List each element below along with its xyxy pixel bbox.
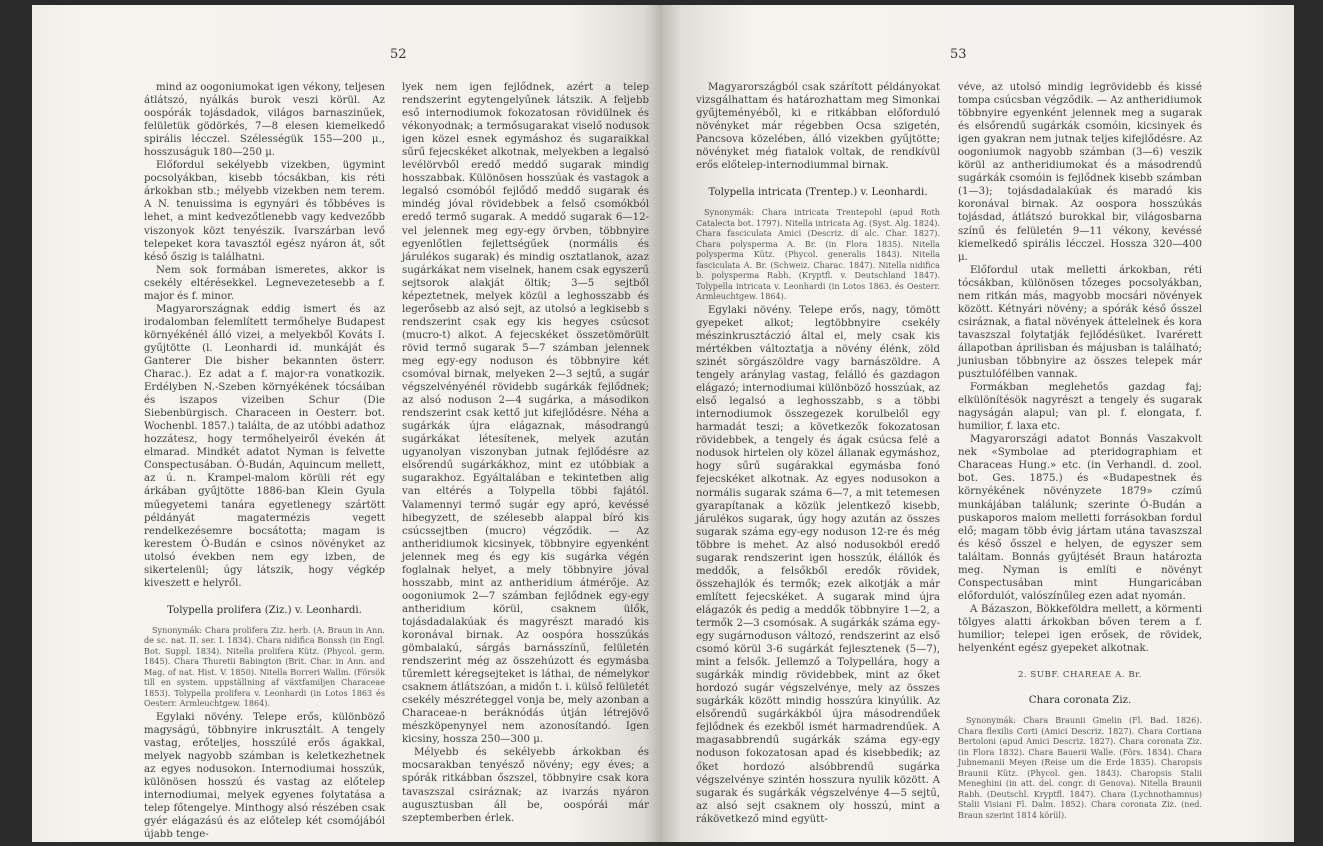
paragraph: Formákban meglehetős gazdag faj; elkülönítésök nagyrészt a tengely és sugarak nagyságán alapul; van pl. f. elongata, f. humilior, f. laxa etc. xyxy=(958,382,1202,433)
page-number: 53 xyxy=(950,47,967,62)
paragraph: Előfordul sekélyebb vizekben, ügymint pocsolyákban, kisebb tócsákban, kis réti árkokban stb.; mélyebb vizekben nem terem. A N. tenuissima is egynyári és tőbbéves is lehet, a mint kedvezőtlenebb vagy kedvezőbb viszonyok közt tenyészik. Ivarszárban levő telepeket kora tavasztól egész nyáron át, sőt késő őszig is találhatni. xyxy=(144,160,385,263)
page-number: 52 xyxy=(390,47,407,62)
left-column-1 xyxy=(144,81,385,841)
paragraph: Nem sok formában ismeretes, akkor is csekély eltérésekkel. Legnevezetesebb a f. major és f. minor. xyxy=(144,264,385,302)
col1-paragraphs xyxy=(144,81,385,590)
paragraph: Előfordul utak melletti árkokban, réti tócsákban, különösen tőzeges pocsolyákban, nem ritkán más, magyobb mocsári növények között. Kétnyári növény; a spórák késő ősszel csiráznak, a fiatal növények áttelelnek és kora tavaszszal folytatják fejlődésüket. Ivarérett állapotban áprilisban és májusban is található; juniusban többnyire az összes telepek már pusztulófélben vannak. xyxy=(958,264,1202,381)
col1-top-paragraphs xyxy=(696,81,940,172)
left-page xyxy=(32,5,662,842)
col2-paragraphs xyxy=(958,81,1202,655)
paragraph: Magyarországnak eddig ismert és az irodalomban felemlített termőhelye Budapest környékénél álló vizei, a melyekből Kováts I. gyűjtötte (l. Leonhardi id. munkáját és Ganterer Die bisher bekannten österr. Charac.). Ez adat a f. major-ra vonatkozik. Erdélyben N.-Szeben környékének tócsáiban és iszapos vizeiben Schur (Die Siebenbürgisch. Characeen in Oesterr. bot. Wochenbl. 1857.) találta, de az utóbbi adathoz hozzátesz, hogy termőhelyeiről évekén át elmarad. Mindkét adatot Nyman is felvette Conspectusában. Ó-Budán, Aquincum mellett, az ú. n. Krampel-malom körüli rét egy árkában gyűjtötte 1886-ban Klein Gyula műegyetemi tanára egyetlenegy szártött példányát magatermézis vegett rendelkezésemre bocsátotta; magam is kerestem Ó-Budán e csinos növényket az utolsó években nem egy izben, de sikertelenül; úgy látszik, hogy végkép kiveszett e helyről. xyxy=(144,303,385,589)
paragraph: mind az oogoniumokat igen vékony, teljesen átlátszó, nyálkás burok veszi körül. Az oospórák tojásdadok, világos barnaszinűek, felületük gödörkés, 7—8 elesen kiemelkedő spirális lécczel. Szélességük 155—200 μ., hosszuságuk 180—250 μ. xyxy=(144,82,385,159)
paragraph: Magyarországi adatot Bonnás Vaszakvolt nek «Symbolae ad pteridographiam et Characeas Hung.» etc. (in Verhandl. d. zool. bot. Ges. 1875.) és «Budapestnek és környékének növényzete 1879» czímű munkájában találunk; szerinte Ó-Budán a puskaporos malom melletti forrásokban fordul elő; magam több évig jártam utána tavaszszal és késő ősszel e helyen, de egyszer sem találtam. Bonnás gyűjtését Braun határozta meg. Nyman is említi e növényt Conspectusában mint Hungaricában előfordulót, valószínűleg ezen adat nyomán. xyxy=(958,434,1202,602)
paragraph: Egylaki növény. Telepe erős, nagy, tömött gyepeket alkot; legtöbbnyire csekély mészinkrusztáczió által el, mely csak kis mértékben változtatja a növény élénk, zöld szinét sörgászöldre vagy barnászöldre. A tengely aránylag vastag, felálló és gazdagon elágazó; internodiumai különböző hosszúak, az első legalsó a leghosszabb, s a többi internodiumok összegezek korulbelől egy harmadát teszi; a következők fokozatosan rövidebbek, a tengely és ágak csúcsa felé a nodusok hirtelen oly közel állanak egymáshoz, hogy sűrű sugárakkal egymásba fonó fejecskéket alkotnak. Az egyes nodusokon a normális sugarak száma 6—7, a mit tetemesen gyarapítanak a közük jelentkező kisebb, járulékos sugarak, úgy hogy azután az összes sugarak száma egy-egy noduson 12-re és még többre is mehet. Az alsó nodusokból eredő sugarak rendszerint igen hosszúk, élállók és meddők, a felsőkből eredők rövidek, összehajlók és termők; ezek alkotják a már említett fejecskéket. A sugarak mind újra elágazók és pedig a meddők többnyire 1—2, a termők 2—3 csomósak. A sugárkák száma egy-egy sugárnoduson változó, rendszerint az első csomó körül 3-6 sugárkát fejlesztenek (5—7), mint a felsők. Jellemző a Tolypellára, hogy a sugárkák mindig rövidebbek, mint az őket hordozó sugár végszelvénye, mely az összes sugárkák között mindig hosszúra kinyúlik. Az elsőrendű sugárkákból újra másodrendűek fejlődnek és ezekből ismét harmadrendűek. A magasabbrendű sugárkák száma egy-egy noduson fokozatosan apad és kisebbedik; az őket hordozó alsóbbrendű sugárka végszelvénye szintén hosszura nyulik között. A sugarak és sugárkák végszelvénye 4—5 sejtű, az alsó sejt csaknem oly hosszú, mint a rákövetkező mind együtt- xyxy=(696,304,940,825)
right-column-2 xyxy=(958,81,1202,822)
paragraph: véve, az utolsó mindig legrövidebb és kissé tompa csúcsban végződik. — Az antheridiumok többnyire egyenként jelennek meg a sugarak és elsőrendű sugárkák csomóin, kicsinyek és igen gyakran nem jutnak teljes kifejlődésre. Az oogoniumok nagyobb számban (3—6) veszik körül az antheridiumokat és a másodrendű sugárkák csomóin is fejlődnek kisebb számban (1—3); tojásdadalakúak és maradó kis koronával birnak. Az oospora hosszúkás tojásdad, átlátszó burokkal bir, világosbarna színű és felületén 9—11 vékony, kevéssé kiemelkedő spirális lécczel. Hossza 320—400 μ. xyxy=(958,82,1202,263)
right-column-1 xyxy=(696,81,940,826)
paragraph: Magyarországból csak szárított példányokat vizsgálhattam és határozhattam meg Simonkai gyűjteményéből, ki e ritkábban előforduló növényket már régebben Ocsa szigetén, Pancsova közelében, álló vizekben gyűjtötte; növényket még fiatalok voltak, de rendkívül erős előtelep-internodiummal birnak. xyxy=(696,82,940,172)
book-spread xyxy=(32,5,1294,842)
paragraph: A Bázaszon, Bökkeföldra mellett, a körmenti tölgyes alatti árkokban bőven terem a f. humilior; telepei igen erősek, de rövidek, helyenként egész gyepeket alkotnak. xyxy=(958,603,1202,655)
col2-paragraphs xyxy=(402,81,649,825)
paragraph: Mélyebb és sekélyebb árkokban és mocsarakban tenyésző növény; egy éves; a spórák ritkábban őszszel, többnyire csak kora tavaszszal csiráznak; az ivarzás nyáron augusztusban áll be, oospórái már szeptemberben érlek. xyxy=(402,747,649,824)
right-page xyxy=(662,5,1294,842)
synonyms-block: Synonymák: Chara intricata Trentepohl (apud Roth Catalecta bot. 1797). Nitella intricata Ag. (Syst. Alg. 1824). Chara fasciculata Amici (Descriz. di alc. Char. 1827). Chara polysperma A. Br. (in Flora 1835). Nitella polysperma Kütz. (Phycol. generalis 1843). Nitella fasciculata A. Br. (Schweiz. Charac. 1847). Nitella nidifica b. polysperma Rabh. (Kryptfl. v. Deutschland 1847). Tolypella intricata v. Leonhardi (in Lotos 1863. és Oesterr. Armleuchtgew. 1864). xyxy=(696,207,940,302)
species-heading: Tolypella prolifera (Ziz.) v. Leonhardi. xyxy=(167,604,362,616)
paragraph: lyek nem igen fejlődnek, azért a telep rendszerint egytengelyűnek látszik. A feljebb eső internodiumok fokozatosan rövidülnek és vékonyodnak; a termősugarakat viselő nodusok igen közel esnek egymáshoz és sugaraikkal sűrű fejecskéket alkotnak, melyekben a legalsó levélörvből eredő meddő sugarak mindig hosszabbak. Különösen hosszúak és vastagok a legalsó csomóból fejlődő meddő sugarak és mindég jóval rövidebbek a felső csomókból eredő termő sugarak. A meddő sugarak 6—12-vel jelennek meg egy-egy örvben, többnyire egyenlőtlen fejlettségűek (normális és járulékos sugarak) és mindig osztatlanok, azaz sugárkákat nem viselnek, hanem csak egyszerű sejtsorok alakját öltik; 3—5 sejtből képeztetnek, melyek közül a leghosszabb és legerősebb az alsó sejt, az utolsó a legkisebb s rendszerint csak egy kis hegyes csúcsot (mucro-t) alkot. A fejecskéket összetömörült rövid termő sugarak 5—7 számban jelennek meg egy-egy noduson és többnyire két csomóval birnak, melyeken 2—3 sejtű, a sugár végszelvényénél rövidebb sugárkák fejlődnek; az alsó noduson 2—4 sugárka, a másodikon rendszerint csak kettő jut kifejlődésre. Néha a sugárkák újra elágaznak, másodrangú sugárkákat létesítenek, melyek azután ugyanolyan viszonyban jutnak fejlődésre az elsőrendű sugárkákhoz, mint ez utóbbiak a sugarakhoz. Egyáltalában e tekintetben alig van eltérés a Tolypella többi fajától. Valamennyi termő sugár egy apró, kevéssé hibegyzett, de szélesebb alappal bíró kis csúcssejtben (mucro) végződik. — Az antheridiumok kicsinyek, többnyire egyenként jelennek meg és egy kis sugárka végén foglalnak helyet, a mely többnyire jóval hosszabb, mint az antheridium átmérője. Az oogoniumok 2—7 számban fejlődnek egy-egy antheridium körül, csaknem ülők, tojásdadalakúak és magyrészt maradó kis koronával birnak. Az oospóra hosszúkás gömbalakú, sárgás barnásszínű, felületén rendszerint még az összehúzott és egymásba tűremlett kéregsejteket is láthai, de némelykor csaknem átlátszóan, a midőn t. i. külső felületét csekély mészréteggel vonja be, mely azonban a Characeae-n beráknódás útján létrejövő mészköpenynyel nem azonosítandó. Igen kicsiny, hossza 250—300 μ. xyxy=(402,82,649,746)
left-column-2 xyxy=(402,81,649,825)
paragraph: Egylaki növény. Telepe erős, különböző magyságú, többnyire inkrusztált. A tengely vastag, erőteljes, hosszúlé erős ágakkal, melyek nagyobb számban is keletkezhetnek az egyes nodusokon. Internodiumai hosszúk, különösen hosszú és vastag az előtelep internodiumai, melyek egyenes folytatása a telep főtengelye. Minthogy alsó részében csak gyér elágazású és az előtelep két csomójából újabb tenge- xyxy=(144,711,385,841)
col1-after-paragraphs xyxy=(144,711,385,841)
synonyms-block: Synonymák: Chara Braunii Gmelin (Fl. Bad. 1826). Chara flexilis Corti (Amici Descriz. 1827). Chara Cortiana Bertoloni (apud Amici Descriz. 1827). Chara coronata Ziz. (in Flora 1832). Chara Bauerii Walle. (Förs. 1834). Chara Jubnemanii Meyen (Reise um die Erde 1835). Charopsis Braunii Kütz. (Phycol. gen. 1843). Charopsis Stalii Meneghini (in att. del. congr. di Genova). Nitella Braunii Rabh. (Deutschl. Kryptfl. 1847). Chara (Lychnothamnus) Stalii Visiani Fl. Dalm. 1852). Chara coronata Ziz. (ned. Braun szerint 1814 körül). xyxy=(958,715,1202,820)
species-heading: Chara coronata Ziz. xyxy=(1028,695,1132,707)
species-heading: Tolypella intricata (Trentep.) v. Leonhardi. xyxy=(708,187,928,199)
section-heading: 2. SUBF. CHAREAE A. Br. xyxy=(1017,670,1143,681)
synonyms-block: Synonymák: Chara prolifera Ziz. herb. (A. Braun in Ann. de sc. nat. II. ser. I. 1834). Chara nidifica Bonssh (in Engl. Bot. Suppl. 1834). Nitella prolifera Kütz. (Phycol. germ. 1845). Chara Thuretii Babington (Brit. Char. in Ann. and Mag. of nat. Hist. V. 1850). Nitella Borreri Wallm. (Försök till en system. uppställning af växtfamiljen Characeae 1853). Tolypella prolifera v. Leonhardi (in Lotos 1863 és Oesterr. Armleuchtgew. 1864). xyxy=(144,624,385,709)
col1-after-paragraphs xyxy=(696,304,940,826)
